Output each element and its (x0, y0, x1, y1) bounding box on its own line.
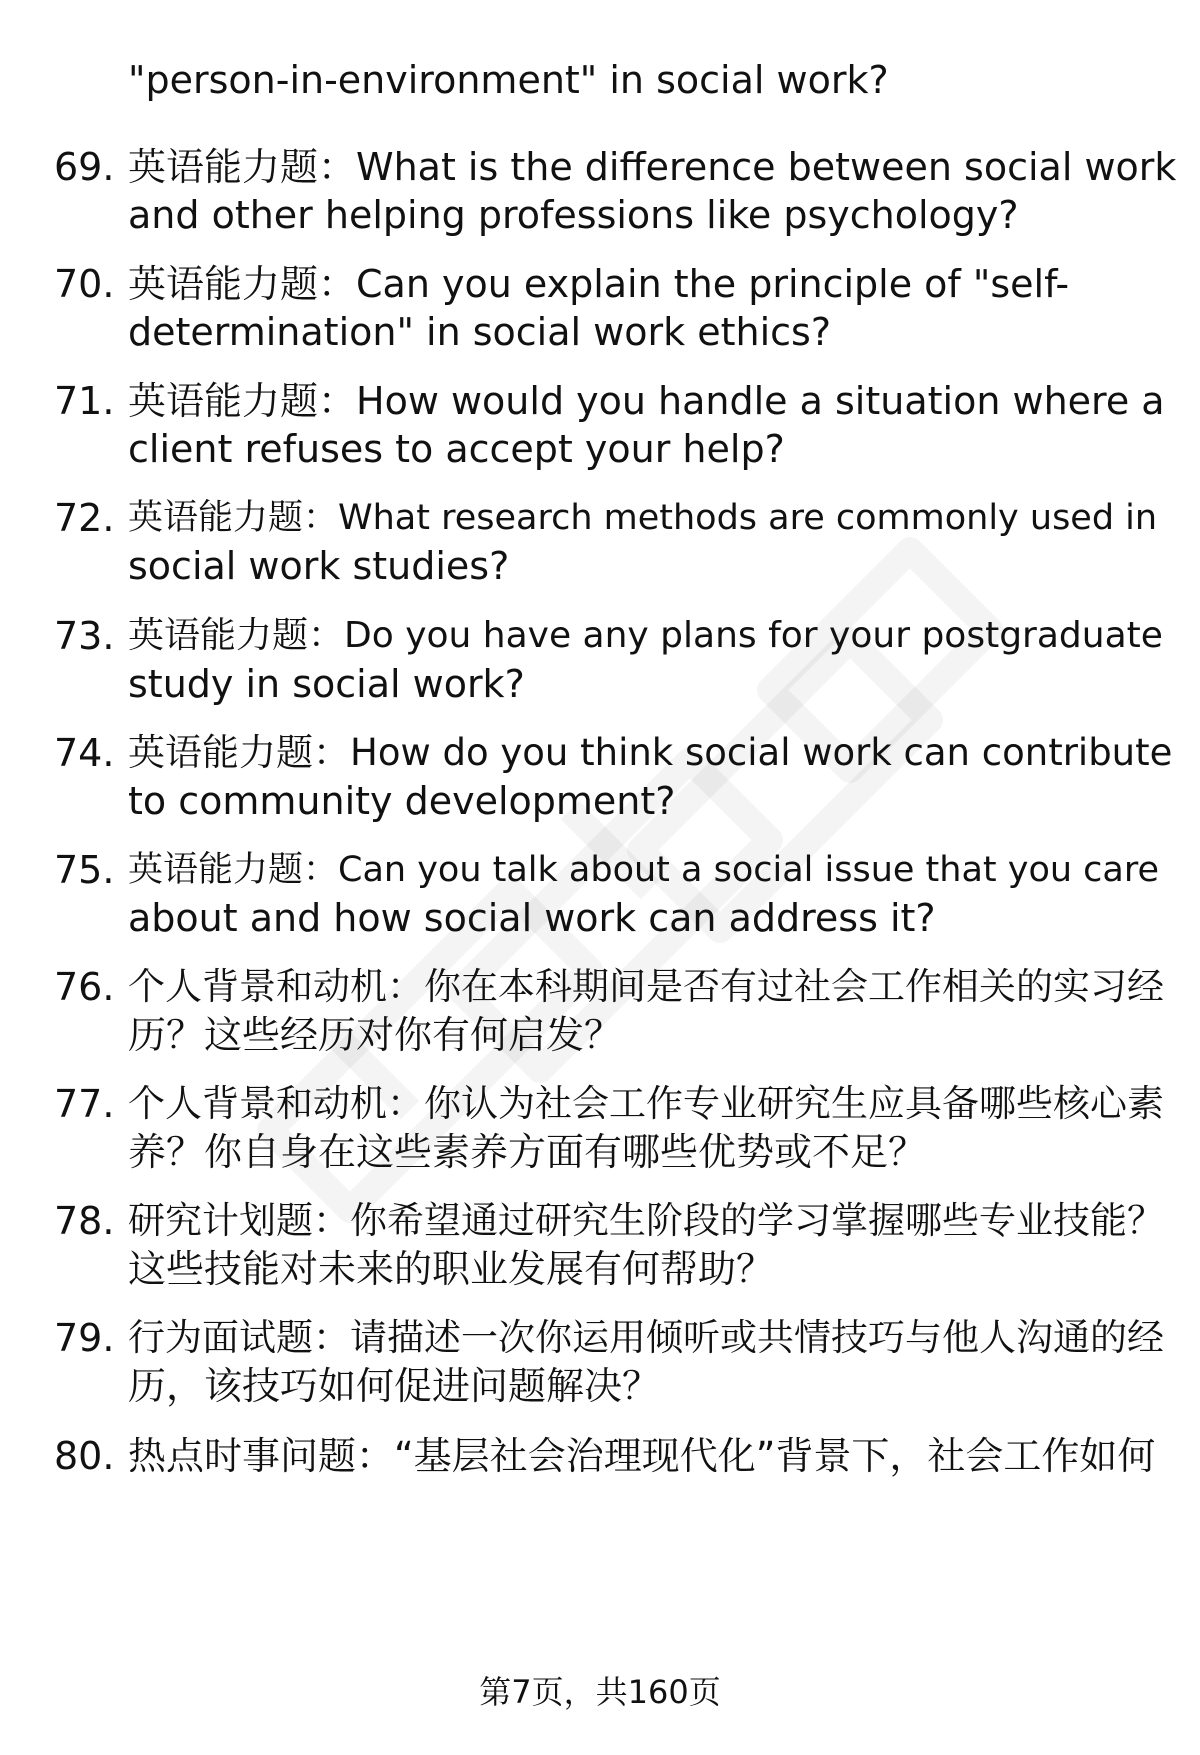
item-number: 73. (54, 614, 115, 658)
item-number: 69. (54, 145, 115, 189)
item-text-line: study in social work? (128, 662, 525, 706)
item-text-line: 行为面试题：请描述一次你运用倾听或共情技巧与他人沟通的经 (128, 1316, 1164, 1359)
item-text-line: 英语能力题：Can you explain the principle of "self- (128, 262, 1070, 306)
item-text-line: to community development? (128, 779, 676, 823)
item-text-line: 英语能力题：How do you think social work can contribute (128, 731, 1173, 774)
item-text-line: about and how social work can address it? (128, 896, 936, 940)
item-number: 79. (54, 1316, 115, 1360)
item-number: 80. (54, 1434, 115, 1478)
item-text-line: social work studies? (128, 544, 510, 588)
item-text-line: 历？这些经历对你有何启发？ (128, 1013, 623, 1057)
item-number: 78. (54, 1199, 115, 1243)
item-number: 71. (54, 379, 115, 423)
item-text-line: 养？你自身在这些素养方面有哪些优势或不足？ (128, 1130, 927, 1174)
item-text-line: 个人背景和动机：你认为社会工作专业研究生应具备哪些核心素 (128, 1082, 1164, 1125)
item-number: 70. (54, 262, 115, 306)
item-number: 74. (54, 731, 115, 775)
item-text-line: 这些技能对未来的职业发展有何帮助？ (128, 1247, 775, 1291)
item-text-line: 英语能力题：Can you talk about a social issue that you care (128, 850, 1160, 890)
item-text-line: 英语能力题：What research methods are commonly used in (128, 498, 1158, 538)
item-number: 72. (54, 496, 115, 540)
item-text-line: "person-in-environment" in social work? (128, 58, 889, 102)
item-text-line: 英语能力题：How would you handle a situation where a (128, 379, 1165, 423)
item-text-line: and other helping professions like psychology? (128, 193, 1019, 237)
item-text-line: 研究计划题：你希望通过研究生阶段的学习掌握哪些专业技能？ (128, 1199, 1164, 1242)
item-number: 75. (54, 848, 115, 892)
item-text-line: determination" in social work ethics? (128, 310, 831, 354)
item-text-line: 历，该技巧如何促进问题解决？ (128, 1364, 661, 1408)
item-text-line: 英语能力题：Do you have any plans for your postgraduate (128, 615, 1163, 656)
item-text-line: 个人背景和动机：你在本科期间是否有过社会工作相关的实习经 (128, 965, 1164, 1008)
item-number: 77. (54, 1082, 115, 1126)
item-text-line: 英语能力题：What is the difference between social work (128, 145, 1177, 189)
item-number: 76. (54, 965, 115, 1009)
page-footer: 第7页，共160页 (479, 1673, 721, 1711)
item-text-line: client refuses to accept your help? (128, 427, 785, 471)
item-text-line: 热点时事问题：“基层社会治理现代化”背景下，社会工作如何 (128, 1434, 1156, 1478)
